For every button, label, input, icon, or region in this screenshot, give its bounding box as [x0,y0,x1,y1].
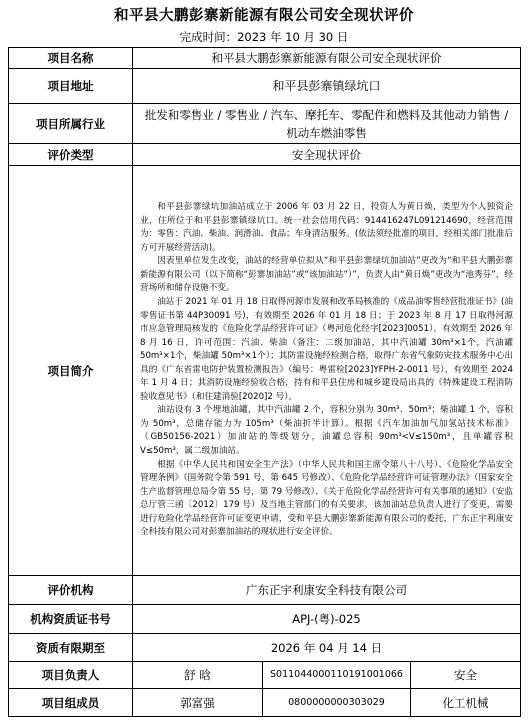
row-validity [9,634,521,662]
row-industry [9,104,521,144]
project-address-value: 和平县彭寨镇绿坑口 [133,69,521,104]
completion-time: 完成时间：2023 年 10 月 30 日 [179,30,349,44]
intro-paragraph: 油站设有 3 个埋地油罐，其中汽油罐 2 个，容积分别为 30m³、50m³；柴油罐 1 个，容积为 50m³，总储存能力为 105m³（柴油折半计算）。根据《汽车加油加气加氢站技术标准》（GB50156-2021）加油站的等级划分，油罐总容积 90m³<V≤150m³，且单罐容积 V≤50m³，属二级加油站。 [140,405,513,456]
validity-value: 2026 年 04 月 14 日 [133,634,521,662]
eval-org-value: 广东正宇利康安全科技有限公司 [133,576,521,605]
row-eval-type [9,144,521,166]
intro-text [133,166,521,576]
leader-label: 项目负责人 [9,662,133,689]
row-project-address [9,69,521,104]
leader-name: 舒 晗 [133,662,263,689]
project-name-label: 项目名称 [9,48,133,69]
report-title: 和平县大鹏彭寨新能源有限公司安全现状评价 [114,8,414,24]
cert-no-value: APJ-(粤)-025 [133,605,521,634]
member-cert: 0800000000303029 [263,689,411,717]
row-intro [9,166,521,576]
member-label: 项目组成员 [9,689,133,717]
intro-paragraph: 油站于 2021 年 01 月 18 日取得河源市发展和改革局核准的《成品油零售经营批准证书》(油零售证书第 44P30091 号)，有效期至 2026 年 01 月 18 日；于 2023 年 8 月 17 日取得河源市应急管理局核发的《危险化学品经营许可证》（粤河危化经字[2023]0051），有效期至 2026 年 8 月 16 日，许可范围：汽油、柴油（备注：二级加油站，其中汽油罐 30m³×1个，汽油罐 50m³×1个，柴油罐 50m³×1个）；其防雷设施经检测合格，取得广东省气象防灾技术服务中心出具的《广东省雷电防护装置检测报告》（编号：粤雷检[2023]YFPH-2-0011 号），有效期至 2024 年 1 月 4 日；其消防设施经验收合格，持有和平县住房和城乡建设局出具的《特殊建设工程消防验收意见书》（和住建消验[2020]2 号）。 [140,296,513,402]
intro-label: 项目简介 [9,166,133,576]
member-major: 化工机械 [411,689,521,717]
validity-label: 资质有限期至 [9,634,133,662]
leader-major: 安全 [411,662,521,689]
intro-paragraph: 根据《中华人民共和国安全生产法》（中华人民共和国主席令第八十八号）、《危险化学品安全管理条例》（国务院令第 591 号，第 645 号修改）、《危险化学品经营许可证管理办法》（国家安全生产监督管理总局令第 55 号，第 79 号修改）、《关于危险化学品经营许可有关事项的通知》（安监总厅管三函〔2012〕179 号）及当地主管部门的有关要求，该加油站总负责人进行了变更，需要进行危险化学品经营许可证变更申请，受和平县大鹏彭寨新能源有限公司的委托，广东正宇利康安全科技有限公司对彭寨加油站的现状进行安全评价。 [140,459,513,538]
row-project-name [9,48,521,69]
leader-cert: S011044000110191001066 [263,662,411,689]
row-member [9,689,521,717]
eval-type-value: 安全现状评价 [133,144,521,166]
project-name-value: 和平县大鹏彭寨新能源有限公司安全现状评价 [133,48,521,69]
eval-type-label: 评价类型 [9,144,133,166]
member-name: 郭富强 [133,689,263,717]
industry-label: 项目所属行业 [9,104,133,144]
project-address-label: 项目地址 [9,69,133,104]
row-cert-no [9,605,521,634]
intro-paragraph: 和平县彭寨绿坑加油站成立于 2006 年 03 月 22 日，投资人为黄日焕，类型为个人独资企业，住所位于和平县彭寨镇绿坑口。统一社会信用代码：914416247L091214690，经营范围为：零售：汽油、柴油、润滑油、食品；车身清洁服务。(依法须经批准的项目，经相关部门批准后方可开展经营活动)。 [140,202,513,253]
eval-org-label: 评价机构 [9,576,133,605]
info-table [8,47,521,717]
row-leader [9,662,521,689]
cert-no-label: 机构资质证书号 [9,605,133,634]
row-eval-org [9,576,521,605]
intro-paragraph: 因表里单位发生改变，油站的经营单位拟从“和平县彭寨绿坑加油站”更改为“和平县大鹏彭寨新能源有限公司（以下简称“彭寨加油站”或“该加油站”）”，负责人由“黄日焕”更改为“池秀芬”，经营场所和储存设施不变。 [140,256,513,294]
industry-value: 批发和零售业 / 零售业 / 汽车、摩托车、零配件和燃料及其他动力销售 / 机动车燃油零售 [133,104,521,144]
